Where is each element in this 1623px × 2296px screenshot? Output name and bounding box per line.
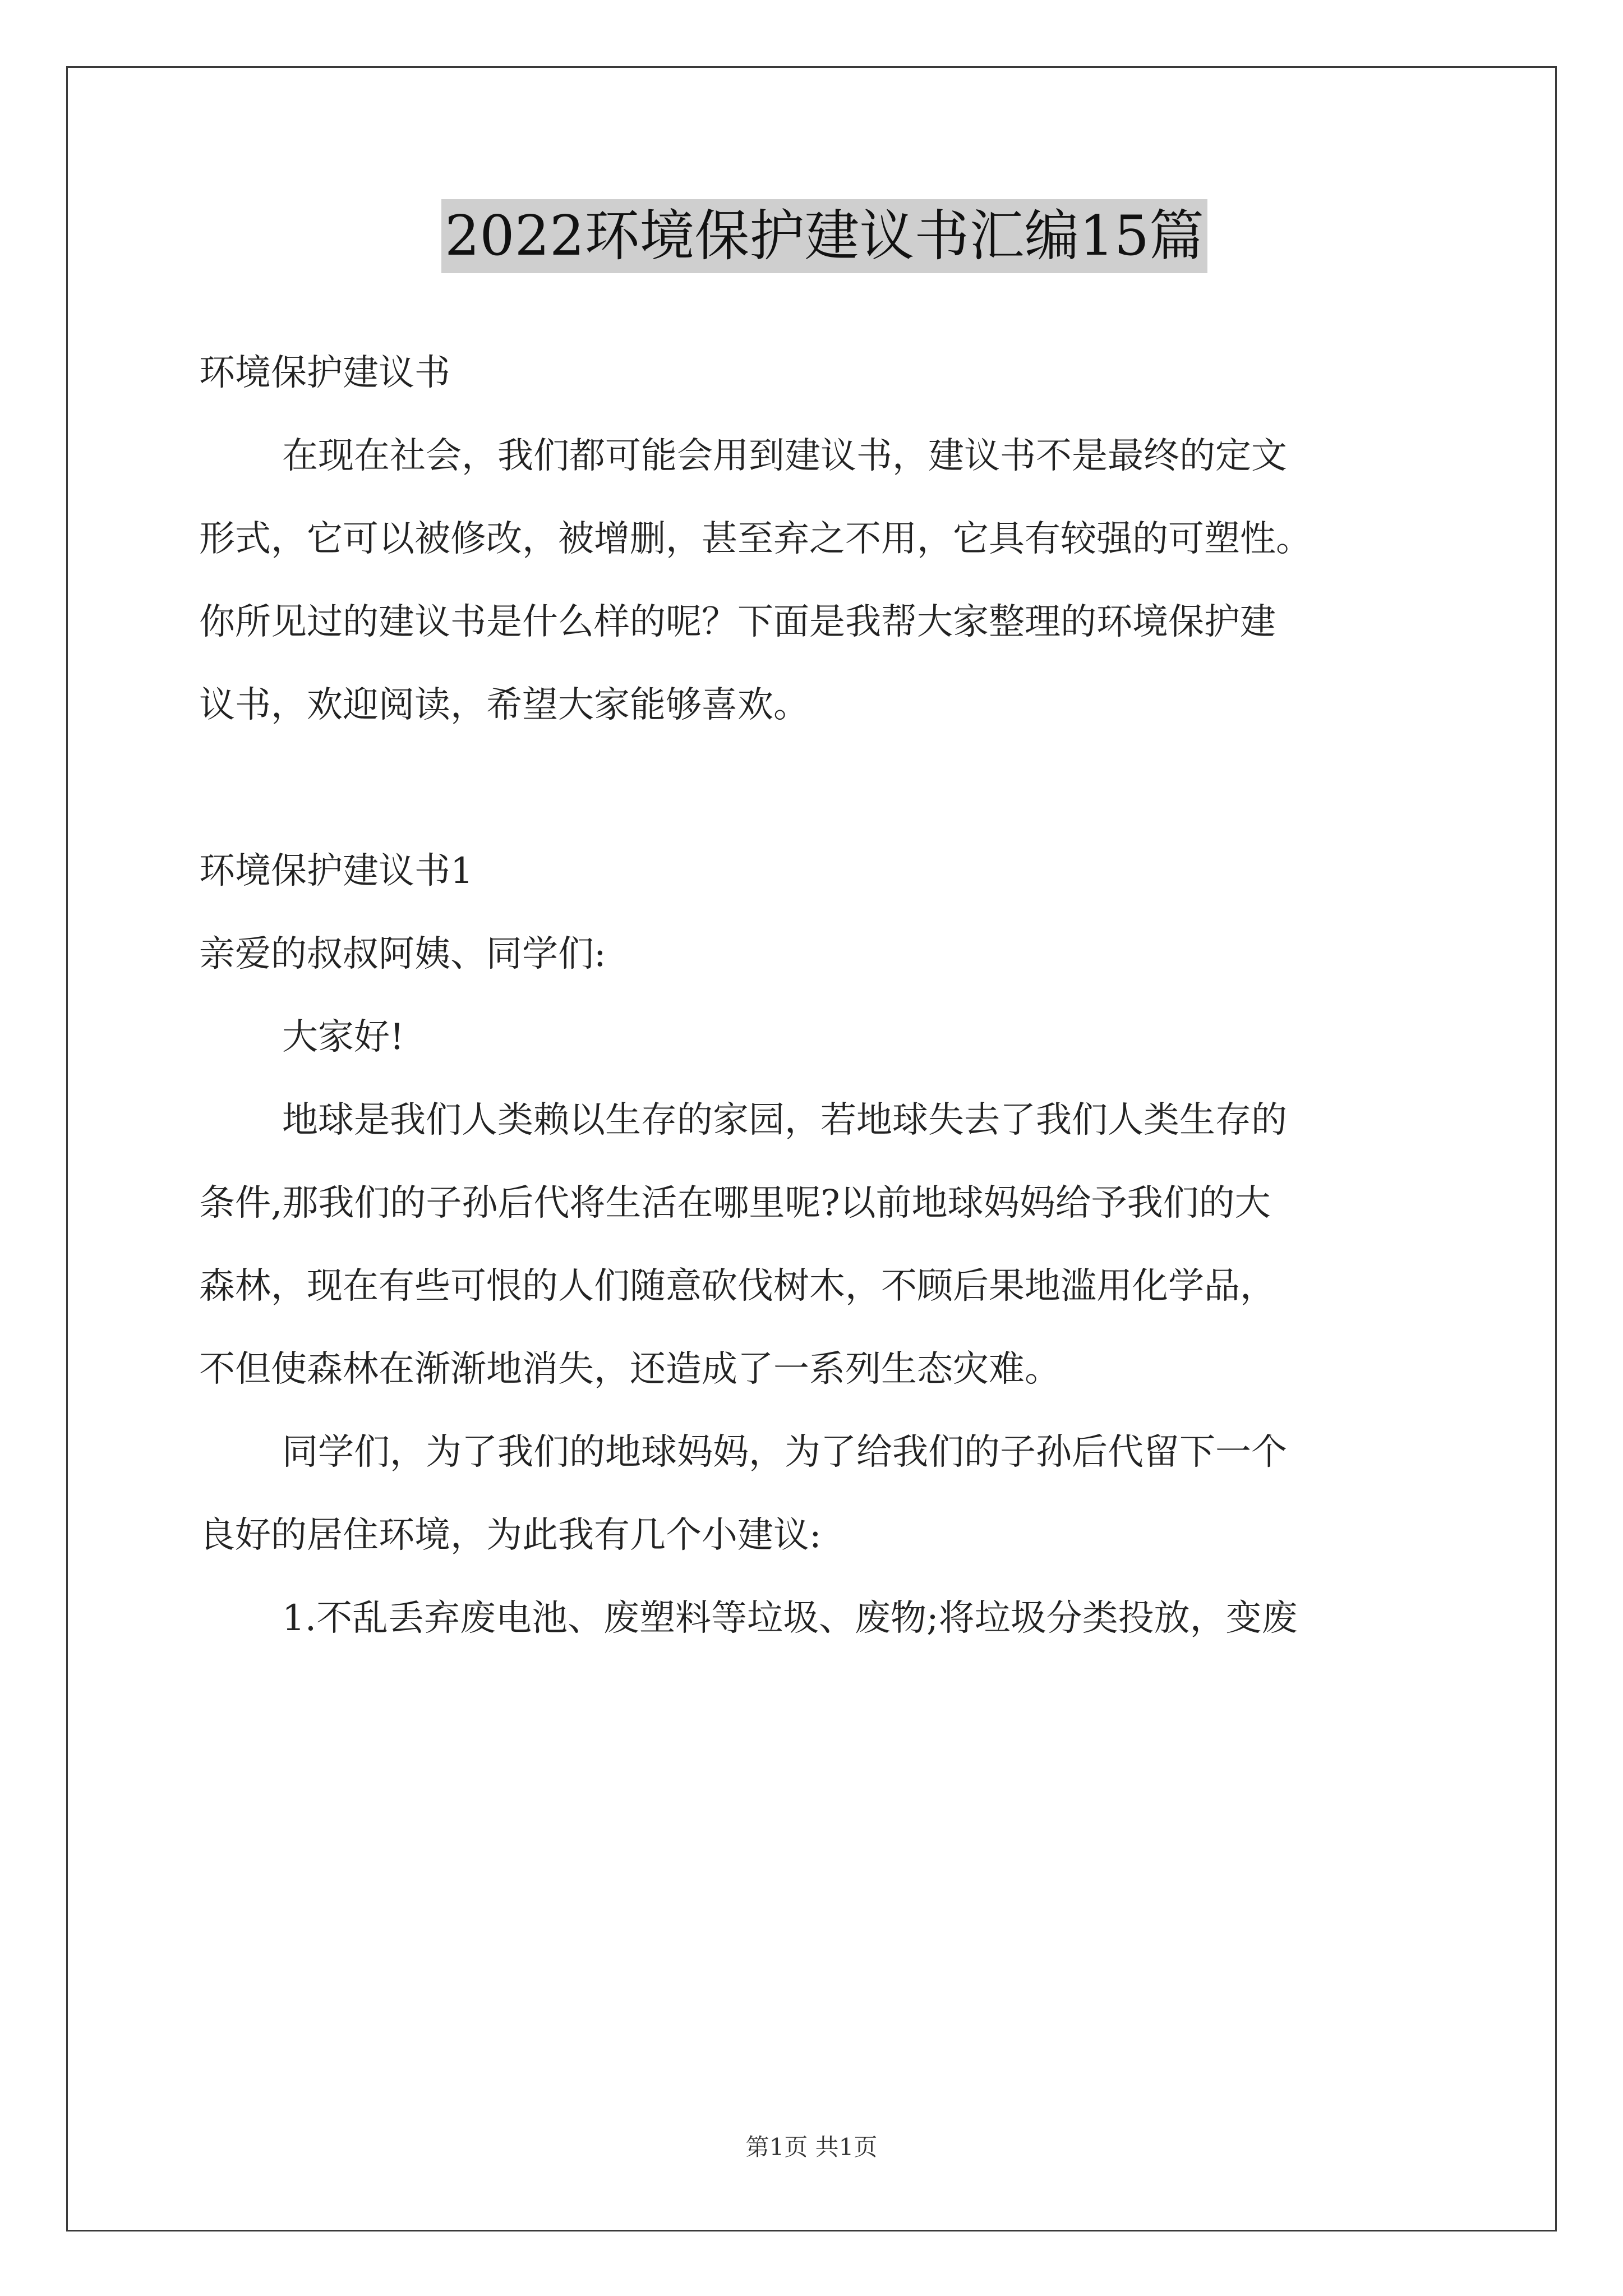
paragraph-lines [199,332,1450,1660]
paragraph-gap [199,747,1450,830]
document-title: 2022环境保护建议书汇编15篇 [441,199,1207,273]
text-line: 你所见过的建议书是什么样的呢？下面是我帮大家整理的环境保护建 [199,601,1276,643]
title-container [199,199,1450,283]
text-line: 条件,那我们的子孙后代将生活在哪里呢?以前地球妈妈给予我们的大 [199,1182,1271,1224]
text-line: 形式，它可以被修改，被增删，甚至弃之不用，它具有较强的可塑性。 [199,518,1312,560]
text-line: 1.不乱丢弃废电池、废塑料等垃圾、废物;将垃圾分类投放，变废 [282,1598,1298,1639]
text-line: 地球是我们人类赖以生存的家园，若地球失去了我们人类生存的 [282,1099,1287,1141]
text-line: 环境保护建议书1 [199,850,473,892]
text-line: 议书，欢迎阅读，希望大家能够喜欢。 [199,684,809,726]
text-line: 良好的居住环境，为此我有几个小建议: [199,1515,822,1556]
text-line: 大家好! [282,1016,404,1058]
page-footer: 第1页 共1页 [745,2133,878,2161]
text-line: 同学们，为了我们的地球妈妈，为了给我们的子孙后代留下一个 [282,1432,1287,1473]
text-line: 亲爱的叔叔阿姨、同学们: [199,933,606,975]
text-line: 环境保护建议书 [199,352,450,394]
text-line: 森林，现在有些可恨的人们随意砍伐树木，不顾后果地滥用化学品， [199,1266,1276,1307]
text-line: 不但使森林在渐渐地消失，还造成了一系列生态灾难。 [199,1349,1061,1390]
document-body [199,199,1450,1660]
text-line: 在现在社会，我们都可能会用到建议书，建议书不是最终的定文 [282,435,1287,477]
